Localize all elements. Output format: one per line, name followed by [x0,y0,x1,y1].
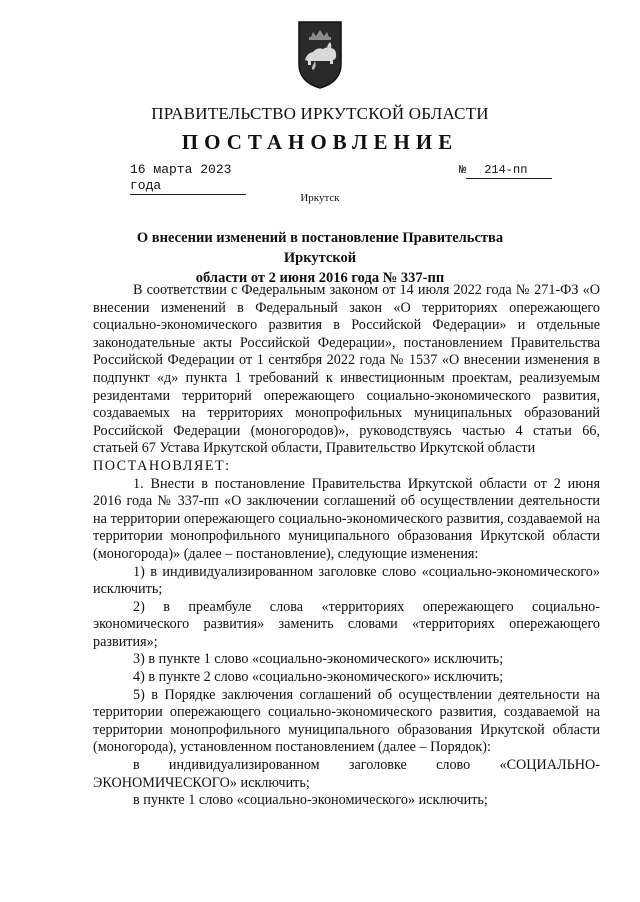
city-name: Иркутск [300,192,340,204]
number-sign: № [459,163,467,177]
irkutsk-coat-of-arms-icon [297,20,343,90]
subitem-5-heading-change: в индивидуализированном заголовке слово «СОЦИАЛЬНО-ЭКОНОМИЧЕСКОГО» исключить; [93,757,600,791]
subitem-4: 4) в пункте 2 слово «социально-экономического» исключить; [133,669,504,686]
subitem-1: 1) в индивидуализированном заголовке слово «социально-экономического» исключить; [93,563,600,598]
subitem-3: 3) в пункте 1 слово «социально-экономического» исключить; [133,651,504,668]
resolves-heading: ПОСТАНОВЛЯЕТ: [93,457,231,474]
decree-number: 214-пп [466,162,552,179]
document-body [93,282,600,810]
subitem-5: 5) в Порядке заключения соглашений об осуществлении деятельности на территории опережающего социально-экономического развития, создаваемой на территории монопрофильного муниципального образования Иркутской области (моногорода), установленном постановлением (далее – Порядок): [93,686,600,756]
preamble-paragraph: В соответствии с Федеральным законом от 14 июля 2022 года № 271-ФЗ «О внесении изменений в Федеральный закон «О территориях опережающего социально-экономического развития в Российской Федерации» и отдельные законодательные акты Российской Федерации», постановлением Правительства Российской Федерации от 1 сентября 2022 года № 1537 «О внесении изменения в подпункт «д» пункта 1 требований к инвестиционным проектам, реализуемым резидентами территорий опережающего социально-экономического развития, создаваемых на территориях монопрофильных муниципальных образований Российской Федерации (моногородов)», руководствуясь частью 4 статьи 66, статьей 67 Устава Иркутской области, Правительство Иркутской области [93,282,600,457]
document-title [110,228,530,288]
item-1-paragraph: 1. Внести в постановление Правительства Иркутской области от 2 июня 2016 года № 337-пп «О заключении соглашений об осуществлении деятельности на территории опережающего социально-экономического развития, создаваемой на территории монопрофильного муниципального образования Иркутской области (моногорода)» (далее – постановление), следующие изменения: [93,475,600,562]
decree-heading: ПОСТАНОВЛЕНИЕ [181,130,459,154]
decree-date: 16 марта 2023 года [130,162,246,195]
decree-number-field [459,162,552,179]
title-line-1: О внесении изменений в постановление Правительства Иркутской [136,230,504,266]
title-line-2: области от 2 июня 2016 года № 337-пп [195,270,445,286]
government-name: ПРАВИТЕЛЬСТВО ИРКУТСКОЙ ОБЛАСТИ [151,104,489,123]
subitem-5-item-1-change: в пункте 1 слово «социально-экономического» исключить; [133,792,488,809]
subitem-2: 2) в преамбуле слова «территориях опережающего социально-экономического развития» заменить словами «территориях опережающего развития»; [93,598,600,650]
